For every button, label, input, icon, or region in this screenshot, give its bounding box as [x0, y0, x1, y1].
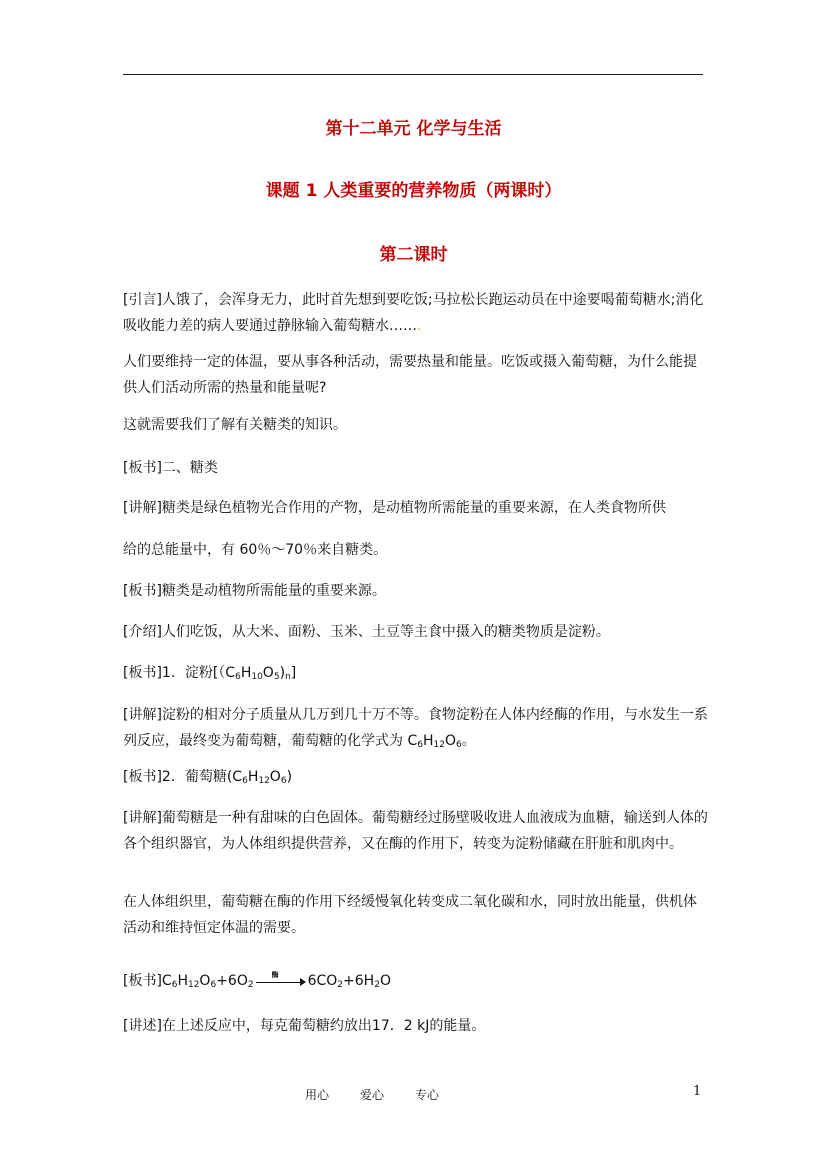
explanation-paragraph: [讲解]葡萄糖是一种有甜味的白色固体。葡萄糖经过肠壁吸收进人血液成为血糖，输送到人体的各个组织器官，为人体组织提供营养，又在酶的作用下，转变为淀粉储藏在肝脏和肌肉中。 [123, 810, 708, 852]
unit-title: 第十二单元 化学与生活 [325, 119, 502, 139]
body-paragraph: 在人体组织里，葡萄糖在酶的作用下经缓慢氧化转变成二氧化碳和水，同时放出能量，供机体活动和维持恒定体温的需要。 [123, 894, 697, 936]
footer-word: 专心 [415, 1088, 440, 1102]
page-number: 1 [693, 1084, 702, 1099]
board-note: [板书]二、糖类 [123, 460, 218, 476]
explanation-paragraph: [讲解]糖类是绿色植物光合作用的产物，是动植物所需能量的重要来源，在人类食物所供 [123, 500, 666, 516]
intro-note: [介绍]人们吃饭，从大米、面粉、玉米、土豆等主食中摄入的糖类物质是淀粉。 [123, 624, 610, 640]
intro-paragraph: [引言]人饿了，会浑身无力，此时首先想到要吃饭;马拉松长跑运动员在中途要喝葡萄糖水;消化吸收能力差的病人要通过静脉输入葡萄糖水……. [123, 292, 704, 334]
footer-word: 用心 [305, 1088, 330, 1102]
period-title: 第二课时 [379, 245, 448, 265]
body-paragraph: 人们要维持一定的体温，要从事各种活动，需要热量和能量。吃饭或摄入葡萄糖，为什么能提供人们活动所需的热量和能量呢? [123, 354, 697, 396]
board-note-starch: [板书]1．淀粉$[(C_6H_{10}O_5)_n]$ [123, 665, 297, 682]
lesson-title: 课题 1 人类重要的营养物质（两课时） [265, 181, 562, 201]
explanation-paragraph: 给的总能量中，有 60％～70％来自糖类。 [123, 542, 388, 558]
body-paragraph: 这就需要我们了解有关糖类的知识。 [123, 417, 347, 433]
board-note: [板书]糖类是动植物所需能量的重要来源。 [123, 583, 386, 599]
header-rule [123, 74, 703, 75]
reaction-arrow-icon [256, 971, 306, 988]
board-note-glucose: [板书]2．葡萄糖$(C_6H_{12}O_6)$ [123, 769, 293, 786]
highlight-mark: . [417, 318, 422, 334]
narration-paragraph: [讲述]在上述反应中，每克葡萄糖约放出17．2 kJ的能量。 [123, 1018, 486, 1034]
reaction-equation: [板书]$C_6H_{12}O_6+6O_2$ 酶 $6CO_2+6H_2O$ [123, 971, 391, 990]
reaction-condition: 酶 [271, 971, 279, 979]
footer-word: 爱心 [360, 1088, 385, 1102]
explanation-paragraph: [讲解]淀粉的相对分子质量从几万到几十万不等。食物淀粉在人体内经酶的作用，与水发生一系列反应，最终变为葡萄糖，葡萄糖的化学式为 $C_6H_{12}O_6$。 [123, 707, 708, 750]
